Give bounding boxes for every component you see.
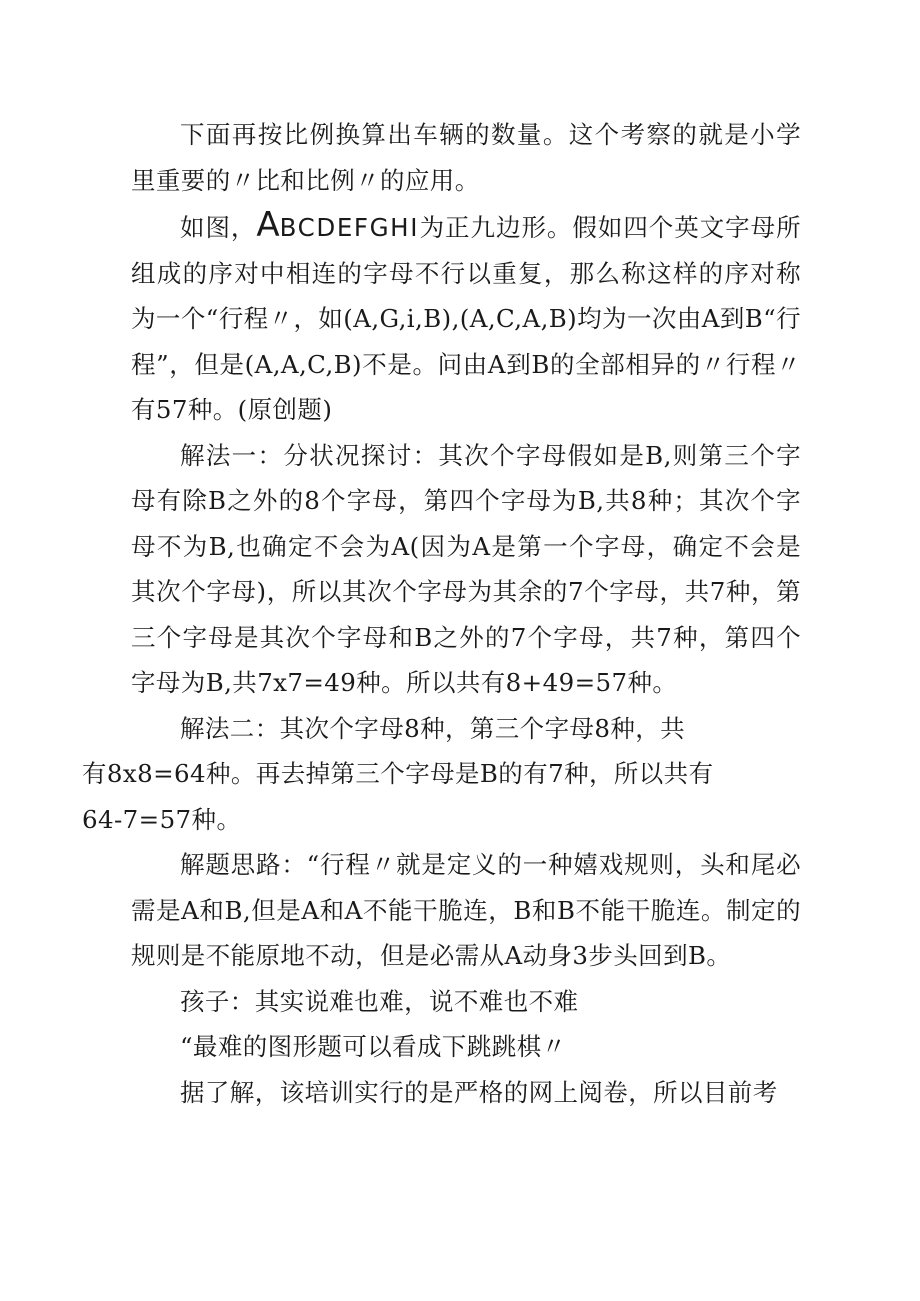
solution-two-line-2: 有8x8=64种。再去掉第三个字母是B的有7种，所以共有64-7=57种。 [82, 759, 714, 834]
paragraph-online-marking: 据了解，该培训实行的是严格的网上阅卷，所以目前考 [180, 1077, 778, 1107]
problem-intro: 如图， [180, 213, 257, 242]
paragraph-solution-two [82, 706, 801, 843]
paragraph-thinking: 解题思路：“行程〃就是定义的一种嬉戏规则，头和尾必需是A和B,但是A和A不能干脆连，B和B不能干脆连。制定的规则是不能原地不动，但是必需从A动身3步头回到B。 [131, 850, 801, 970]
vertex-letter-a: A [256, 205, 280, 245]
document-body [82, 112, 802, 1115]
paragraph-hardest-quote: “最难的图形题可以看成下跳跳棋〃 [180, 1032, 567, 1061]
problem-statement: 为正九边形。假如四个英文字母所组成的序对中相连的字母不行以重复，那么称这样的序对称为一个“行程〃，如(A,G,i,B),(A,C,A,B)均为一次由A到B“行程”，但是(A,A,C,B)不是。问由A到B的全部相异的〃行程〃有57种。(原创题) [131, 213, 802, 424]
paragraph-child-quote: 孩子：其实说难也难，说不难也不难 [180, 986, 579, 1016]
vertex-letters: BCDEFGHI [279, 213, 420, 242]
paragraph-ratio: 下面再按比例换算出车辆的数量。这个考察的就是小学里重要的〃比和比例〃的应用。 [131, 120, 801, 195]
paragraph-solution-one: 解法一：分状况探讨：其次个字母假如是B,则第三个字母有除B之外的8个字母，第四个字母为B,共8种；其次个字母不为B,也确定不会为A(因为A是第一个字母，确定不会是其次个字母)，所以其次个字母为其余的7个字母，共7种，第三个字母是其次个字母和B之外的7个字母，共7种，第四个字母为B,共7x7=49种。所以共有8+49=57种。 [131, 440, 801, 697]
solution-two-line-1: 解法二：其次个字母8种，第三个字母8种，共 [180, 713, 686, 743]
paragraph-nonagon-problem [131, 203, 801, 433]
